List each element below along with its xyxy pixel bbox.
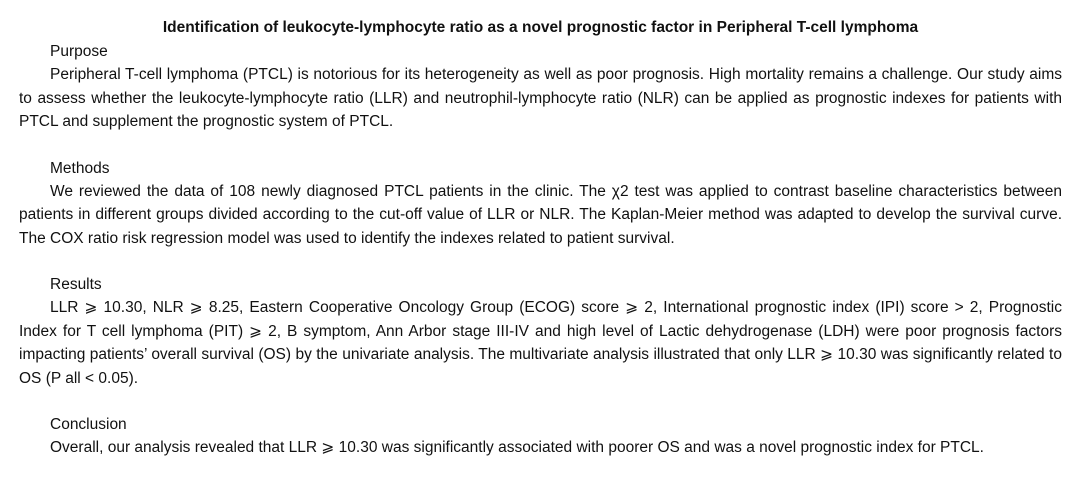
section-heading-methods: Methods [50, 159, 110, 177]
section-spacer [19, 134, 1062, 157]
section-conclusion [19, 413, 1062, 460]
section-methods [19, 157, 1062, 251]
section-text-purpose: Peripheral T-cell lymphoma (PTCL) is notorious for its heterogeneity as well as poor prognosis. High mortality remains a challenge. Our study aims to assess whether the leukocyte-lymphocyte ratio (LLR) and neutrophil-lymphocyte ratio (NLR) can be applied as prognostic indexes for patients with PTCL and supplement the prognostic system of PTCL. [19, 66, 1062, 130]
section-spacer [19, 390, 1062, 413]
section-heading-purpose: Purpose [50, 43, 108, 60]
document-title: Identification of leukocyte-lymphocyte ratio as a novel prognostic factor in Peripheral T-cell lymphoma [162, 19, 919, 36]
section-heading-conclusion: Conclusion [50, 416, 127, 433]
section-heading-results: Results [50, 276, 102, 293]
abstract-document [19, 16, 1062, 460]
section-results [19, 273, 1062, 390]
section-text-methods: We reviewed the data of 108 newly diagnosed PTCL patients in the clinic. The χ2 test was applied to contrast baseline characteristics between patients in different groups divided according to the cut-off value of LLR or NLR. The Kaplan-Meier method was adapted to develop the survival curve. The COX ratio risk regression model was used to identify the indexes related to patient survival. [19, 182, 1062, 247]
section-purpose [19, 40, 1062, 134]
section-text-results: LLR ⩾ 10.30, NLR ⩾ 8.25, Eastern Cooperative Oncology Group (ECOG) score ⩾ 2, International prognostic index (IPI) score > 2, Prognostic Index for T cell lymphoma (PIT) ⩾ 2, B symptom, Ann Arbor stage III-IV and high level of Lactic dehydrogenase (LDH) were poor prognosis factors impacting patients’ overall survival (OS) by the univariate analysis. The multivariate analysis illustrated that only LLR ⩾ 10.30 was significantly related to OS (P all < 0.05). [19, 299, 1062, 387]
section-spacer [19, 250, 1062, 273]
section-text-conclusion: Overall, our analysis revealed that LLR ⩾ 10.30 was significantly associated with poorer OS and was a novel prognostic index for PTCL. [50, 439, 984, 456]
